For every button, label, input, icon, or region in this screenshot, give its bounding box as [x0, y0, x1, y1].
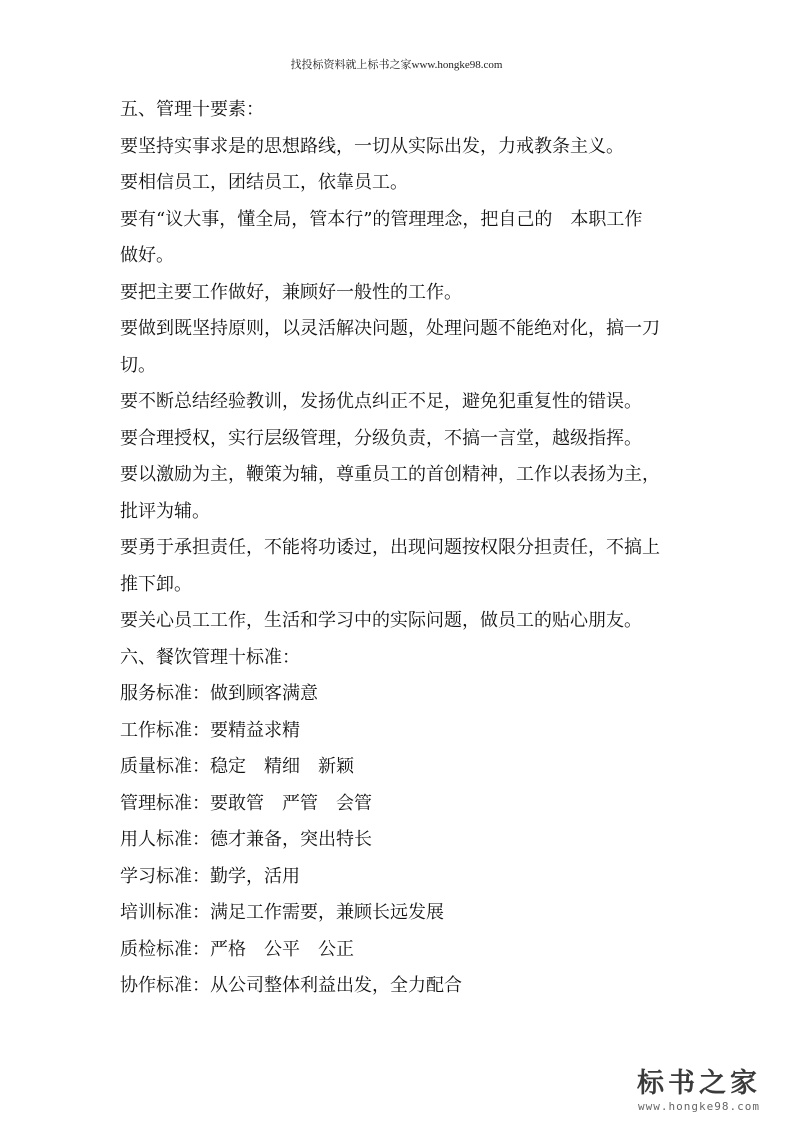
text-line: 要把主要工作做好，兼顾好一般性的工作。	[120, 281, 462, 303]
logo-name: 标书之家	[637, 1068, 761, 1099]
text-line: 要不断总结经验教训，发扬优点纠正不足，避免犯重复性的错误。	[120, 391, 642, 412]
section-heading: 五、管理十要素：	[120, 99, 264, 120]
standard-item: 服务标准：做到顾客满意	[120, 683, 318, 704]
text-line: 批评为辅。	[120, 500, 210, 522]
standard-item: 质量标准：稳定 精细 新颖	[120, 756, 354, 777]
text-line: 要有“议大事，懂全局，管本行”的管理理念，把自己的 本职工作	[120, 208, 643, 230]
standard-item: 学习标准：勤学，活用	[120, 865, 300, 887]
text-line: 切。	[120, 354, 156, 376]
document-body	[120, 92, 680, 1005]
text-line: 要勇于承担责任，不能将功诿过，出现问题按权限分担责任，不搞上	[120, 537, 660, 558]
text-line: 要以激励为主，鞭策为辅，尊重员工的首创精神，工作以表扬为主，	[120, 464, 660, 485]
text-line: 要做到既坚持原则，以灵活解决问题，处理问题不能绝对化，搞一刀	[120, 318, 660, 339]
text-line: 要坚持实事求是的思想路线，一切从实际出发，力戒教条主义。	[120, 135, 624, 157]
text-line: 要合理授权，实行层级管理，分级负责，不搞一言堂，越级指挥。	[120, 427, 642, 449]
standard-item: 用人标准：德才兼备，突出特长	[120, 829, 372, 850]
standard-item: 工作标准：要精益求精	[120, 719, 300, 741]
text-line: 推下卸。	[120, 573, 192, 595]
standard-item: 培训标准：满足工作需要，兼顾长远发展	[120, 902, 444, 923]
standard-item: 管理标准：要敢管 严管 会管	[120, 792, 372, 814]
text-line: 要相信员工，团结员工，依靠员工。	[120, 172, 408, 193]
text-line: 做好。	[120, 245, 174, 266]
logo-url: www.hongke98.com	[638, 1100, 760, 1113]
text-line: 要关心员工工作，生活和学习中的实际问题，做员工的贴心朋友。	[120, 610, 642, 631]
page-header: 找投标资料就上标书之家www.hongke98.com	[290, 59, 503, 71]
site-logo	[619, 1068, 779, 1114]
section-heading: 六、餐饮管理十标准：	[120, 646, 300, 668]
standard-item: 质检标准：严格 公平 公正	[120, 938, 354, 960]
standard-item: 协作标准：从公司整体利益出发，全力配合	[120, 975, 462, 996]
